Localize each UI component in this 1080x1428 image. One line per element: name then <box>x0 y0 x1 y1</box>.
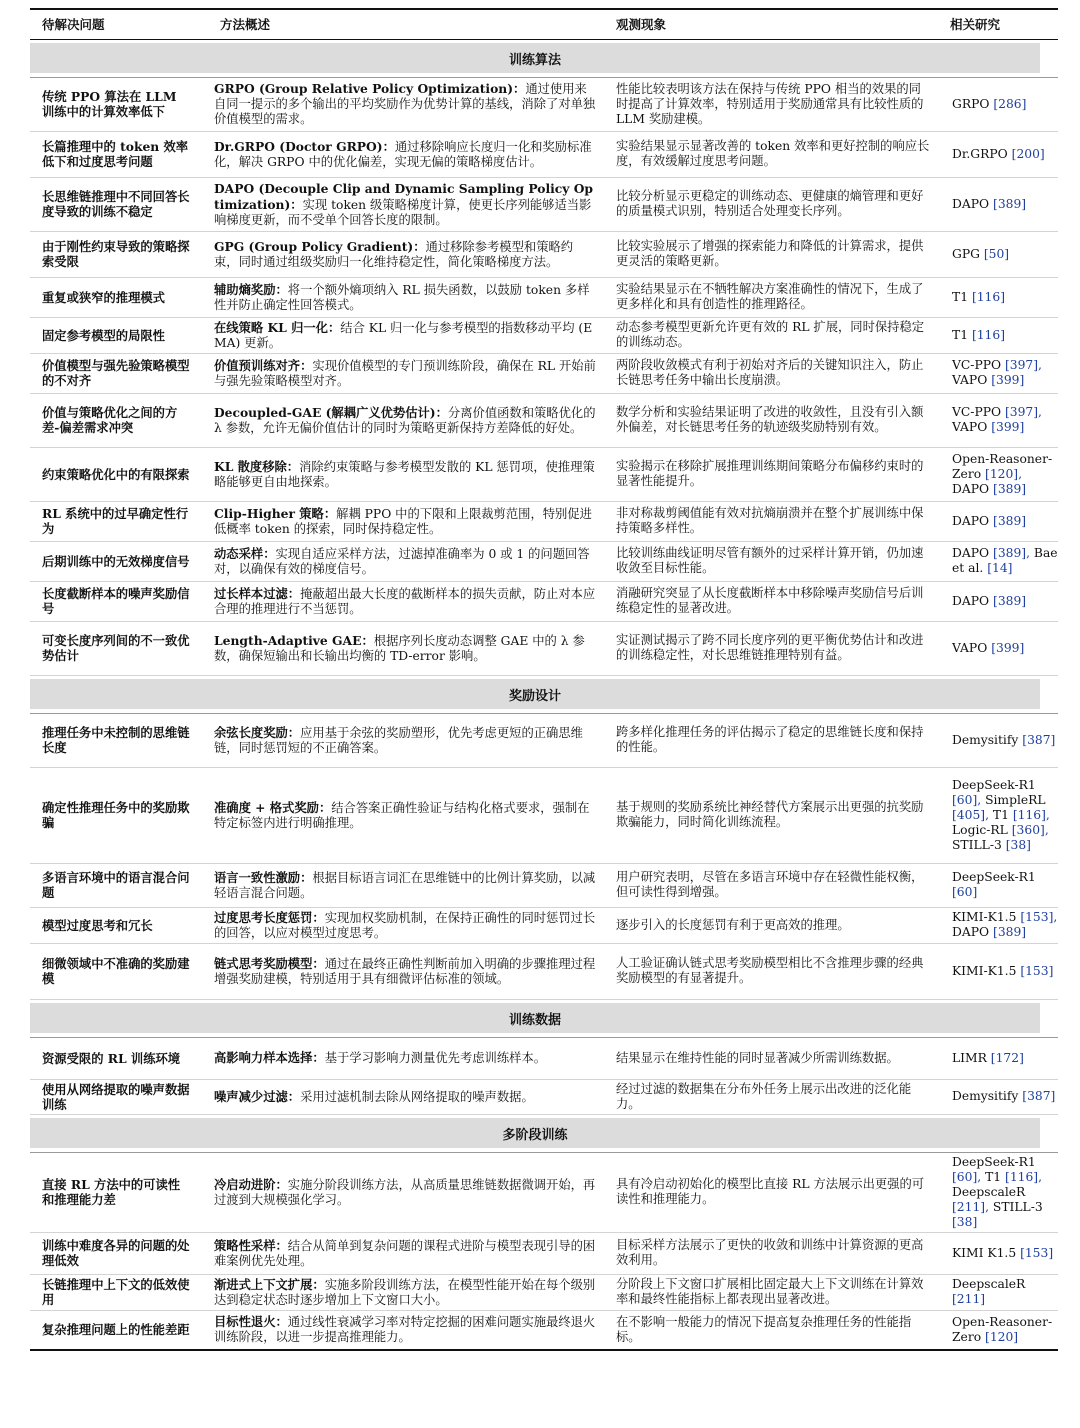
method-cell <box>208 317 610 353</box>
problem-cell: 重复或狭窄的推理模式 <box>30 277 208 317</box>
method-description: 通过移除响应长度归一化和奖励标准化，解决 GRPO 中的优化偏差，实现无偏的策略梯度估计。 <box>214 139 592 169</box>
references-cell <box>944 1310 1058 1350</box>
problem-cell: 长度截断样本的噪声奖励信号 <box>30 581 208 621</box>
method-description: 根据目标语言词汇在思维链中的比例计算奖励，以减轻语言混合问题。 <box>214 870 596 900</box>
problem-cell: 复杂推理问题上的性能差距 <box>30 1310 208 1350</box>
method-cell <box>208 1037 610 1079</box>
problem-cell: 约束策略优化中的有限探索 <box>30 447 208 501</box>
reference-name: DAPO <box>952 925 994 939</box>
table-row <box>30 447 1058 501</box>
method-description: 结合答案正确性验证与结构化格式要求，强制在特定标签内进行明确推理。 <box>214 800 590 830</box>
section-title: 训练数据 <box>30 1003 1040 1033</box>
method-name: 高影响力样本选择： <box>214 1050 325 1065</box>
method-description: 解耦 PPO 中的下限和上限裁剪范围，特别促进低概率 token 的探索，同时保持稳定性。 <box>214 506 592 536</box>
table-row <box>30 621 1058 675</box>
table-row <box>30 231 1058 277</box>
problem-cell: 价值与策略优化之间的方差-偏差需求冲突 <box>30 393 208 447</box>
observation-cell: 非对称裁剪阈值能有效对抗熵崩溃并在整个扩展训练中保持策略多样性。 <box>610 501 944 541</box>
citation-link[interactable]: [387] <box>1022 732 1056 747</box>
method-description: 实施多阶段训练方法，在模型性能开始在每个级别达到稳定状态时逐步增加上下文窗口大小。 <box>214 1277 596 1307</box>
method-name: 价值预训练对齐： <box>214 357 313 373</box>
method-cell <box>208 177 610 231</box>
header-problem: 待解决问题 <box>30 9 208 39</box>
method-name: GPG (Group Policy Gradient)： <box>214 238 426 254</box>
citation-link[interactable]: [153] <box>1020 1245 1054 1260</box>
section-cell <box>30 39 1058 77</box>
problem-cell: 细微领域中不准确的奖励建模 <box>30 943 208 999</box>
citation-link[interactable]: [200] <box>1011 146 1045 161</box>
citation-link[interactable]: [153] <box>1020 963 1054 978</box>
header-method: 方法概述 <box>208 9 610 39</box>
citation-link[interactable]: [286] <box>993 96 1027 111</box>
method-name: 目标性退火： <box>214 1314 288 1330</box>
references-cell <box>944 393 1058 447</box>
method-cell <box>208 1274 610 1310</box>
reference-name: T1 <box>952 327 972 342</box>
reference-name: Bae et al. <box>952 546 1058 575</box>
table-row <box>30 1310 1058 1350</box>
method-name: DAPO (Decouple Clip and Dynamic Sampling Policy Optimization)： <box>214 180 594 212</box>
method-cell <box>208 621 610 675</box>
citation-link[interactable]: [116], <box>1012 807 1050 822</box>
problem-cell: RL 系统中的过早确定性行为 <box>30 501 208 541</box>
reference-name: Open-Reasoner-Zero <box>952 451 1053 481</box>
references-cell <box>944 1152 1058 1232</box>
reference-name: DeepSeek-R1 <box>952 777 1036 792</box>
references-cell <box>944 713 1058 767</box>
citation-link[interactable]: [153], <box>1020 910 1058 924</box>
table-row <box>30 541 1058 581</box>
table-header <box>30 9 1058 39</box>
observation-cell: 动态参考模型更新允许更有效的 RL 扩展，同时保持稳定的训练动态。 <box>610 317 944 353</box>
reference-name: Logic-RL <box>952 822 1012 837</box>
citation-link[interactable]: [399] <box>991 640 1025 655</box>
observation-cell: 比较训练曲线证明尽管有额外的过采样计算开销，仍加速收敛至目标性能。 <box>610 541 944 581</box>
section-title: 奖励设计 <box>30 679 1040 709</box>
method-description: 采用过滤机制去除从网络提取的噪声数据。 <box>300 1089 534 1104</box>
table-row <box>30 131 1058 177</box>
problem-cell: 推理任务中未控制的思维链长度 <box>30 713 208 767</box>
method-name: 过长样本过滤： <box>214 585 301 601</box>
method-description: 通过移除参考模型和策略约束，同时通过组级奖励归一化维持稳定性，简化策略梯度方法。 <box>214 239 574 269</box>
section-cell <box>30 675 1058 713</box>
method-cell <box>208 767 610 863</box>
comparison-table-page <box>30 8 1058 1351</box>
table-row <box>30 1232 1058 1274</box>
observation-cell: 消融研究突显了从长度截断样本中移除噪声奖励信号后训练稳定性的显著改进。 <box>610 581 944 621</box>
method-name: 噪声减少过滤： <box>214 1088 301 1104</box>
method-cell <box>208 447 610 501</box>
observation-cell: 实验结果显示在不牺牲解决方案准确性的情况下，生成了更多样化和具有创造性的推理路径。 <box>610 277 944 317</box>
reference-name: Open-Reasoner-Zero <box>952 1314 1053 1344</box>
method-cell <box>208 131 610 177</box>
observation-cell: 实验揭示在移除扩展推理训练期间策略分布偏移约束时的显著性能提升。 <box>610 447 944 501</box>
method-cell <box>208 713 610 767</box>
table-row <box>30 943 1058 999</box>
citation-link[interactable]: [50] <box>983 246 1010 261</box>
method-name: 在线策略 KL 归一化： <box>214 319 341 335</box>
observation-cell: 性能比较表明该方法在保持与传统 PPO 相当的效果的同时提高了计算效率，特别适用于奖励通常具有比较性质的 LLM 奖励建模。 <box>610 77 944 131</box>
method-name: 渐进式上下文扩展： <box>214 1276 325 1292</box>
reference-name: Demysitify <box>952 732 1023 747</box>
section-title: 多阶段训练 <box>30 1118 1040 1148</box>
problem-cell: 模型过度思考和冗长 <box>30 907 208 943</box>
reference-name: VC-PPO <box>952 405 1005 419</box>
section-row <box>30 1114 1058 1152</box>
citation-link[interactable]: [389] <box>993 513 1027 528</box>
method-name: 余弦长度奖励： <box>214 724 301 740</box>
table-row <box>30 767 1058 863</box>
method-name: 链式思考奖励模型： <box>214 955 325 971</box>
problem-cell: 由于刚性约束导致的策略探索受限 <box>30 231 208 277</box>
citation-link[interactable]: [120] <box>985 1329 1019 1344</box>
references-cell <box>944 231 1058 277</box>
observation-cell: 分阶段上下文窗口扩展相比固定最大上下文训练在计算效率和最终性能指标上都表现出显著改进。 <box>610 1274 944 1310</box>
method-cell <box>208 231 610 277</box>
observation-cell: 实证测试揭示了跨不同长度序列的更平衡优势估计和改进的训练稳定性，对长思维链推理特别有益。 <box>610 621 944 675</box>
problem-cell: 传统 PPO 算法在 LLM 训练中的计算效率低下 <box>30 77 208 131</box>
references-cell <box>944 1274 1058 1310</box>
header-observation: 观测现象 <box>610 9 944 39</box>
references-cell <box>944 353 1058 393</box>
section-row <box>30 675 1058 713</box>
method-name: 过度思考长度惩罚： <box>214 909 325 925</box>
problem-cell: 直接 RL 方法中的可读性和推理能力差 <box>30 1152 208 1232</box>
reference-name: VC-PPO <box>952 358 1005 372</box>
table-row <box>30 1274 1058 1310</box>
citation-link[interactable]: [60], <box>952 792 982 807</box>
method-description: 基于学习影响力测量优先考虑训练样本。 <box>324 1051 547 1065</box>
reference-name: STILL-3 <box>952 837 1006 852</box>
method-cell <box>208 1232 610 1274</box>
table-row <box>30 501 1058 541</box>
observation-cell: 结果显示在维持性能的同时显著减少所需训练数据。 <box>610 1037 944 1079</box>
reference-name: T1 <box>992 807 1013 822</box>
citation-link[interactable]: [60], <box>952 1169 982 1184</box>
method-description: 实施分阶段训练方法，从高质量思维链数据微调开始，再过渡到大规模强化学习。 <box>214 1177 596 1207</box>
references-cell <box>944 77 1058 131</box>
table-row <box>30 277 1058 317</box>
method-cell <box>208 277 610 317</box>
method-name: 辅助熵奖励： <box>214 281 288 297</box>
citation-link[interactable]: [360], <box>1011 822 1049 837</box>
references-cell <box>944 1232 1058 1274</box>
table-row <box>30 713 1058 767</box>
method-description: 掩蔽超出最大长度的截断样本的损失贡献，防止对本应合理的推理进行不当惩罚。 <box>214 586 596 616</box>
method-name: Decoupled-GAE (解耦广义优势估计)： <box>214 404 448 420</box>
reference-name: KIMI K1.5 <box>952 1245 1021 1260</box>
reference-name: DeepSeek-R1 <box>952 1154 1036 1169</box>
references-cell <box>944 907 1058 943</box>
references-cell <box>944 863 1058 907</box>
citation-link[interactable]: [38] <box>1005 837 1031 852</box>
reference-name: DAPO <box>952 546 994 560</box>
method-description: 实现加权奖励机制，在保持正确性的同时惩罚过长的回答，以应对模型过度思考。 <box>214 910 596 940</box>
method-cell <box>208 1152 610 1232</box>
references-cell <box>944 447 1058 501</box>
table-body <box>30 39 1058 1350</box>
method-cell <box>208 77 610 131</box>
method-name: 策略性采样： <box>214 1237 288 1253</box>
observation-cell: 实验结果显示显著改善的 token 效率和更好控制的响应长度，有效缓解过度思考问题。 <box>610 131 944 177</box>
problem-cell: 确定性推理任务中的奖励欺骗 <box>30 767 208 863</box>
table-row <box>30 177 1058 231</box>
reference-name: VAPO <box>952 420 992 434</box>
citation-link[interactable]: [399] <box>991 420 1025 434</box>
references-cell <box>944 277 1058 317</box>
observation-cell: 比较分析显示更稳定的训练动态、更健康的熵管理和更好的质量模式识别，特别适合处理变长序列。 <box>610 177 944 231</box>
problem-cell: 使用从网络提取的噪声数据训练 <box>30 1079 208 1114</box>
method-description: 结合从简单到复杂问题的课程式进阶与模型表现引导的困难案例优先处理。 <box>214 1238 596 1268</box>
section-cell <box>30 1114 1058 1152</box>
citation-link[interactable]: [211] <box>952 1292 986 1306</box>
citation-link[interactable]: [389] <box>993 196 1027 211</box>
reference-name: T1 <box>985 1169 1006 1184</box>
table-row <box>30 1152 1058 1232</box>
observation-cell: 具有冷启动初始化的模型比直接 RL 方法展示出更强的可读性和推理能力。 <box>610 1152 944 1232</box>
method-cell <box>208 1079 610 1114</box>
method-name: GRPO (Group Relative Policy Optimization)： <box>214 81 526 96</box>
method-description: 实现自适应采样方法，过滤掉准确率为 0 或 1 的问题回答对，以确保有效的梯度信号。 <box>214 546 590 576</box>
reference-name: Demysitify <box>952 1089 1023 1103</box>
table-row <box>30 863 1058 907</box>
method-cell <box>208 863 610 907</box>
observation-cell: 两阶段收敛模式有利于初始对齐后的关键知识注入，防止长链思考任务中输出长度崩溃。 <box>610 353 944 393</box>
citation-link[interactable]: [389], <box>993 546 1030 560</box>
observation-cell: 用户研究表明，尽管在多语言环境中存在轻微性能权衡，但可读性得到增强。 <box>610 863 944 907</box>
table-row <box>30 581 1058 621</box>
method-name: 动态采样： <box>214 545 276 561</box>
observation-cell: 人工验证确认链式思考奖励模型相比不含推理步骤的经典奖励模型的有显著提升。 <box>610 943 944 999</box>
observation-cell: 比较实验展示了增强的探索能力和降低的计算需求，提供更灵活的策略更新。 <box>610 231 944 277</box>
method-name: 准确度 + 格式奖励： <box>214 799 332 815</box>
citation-link[interactable]: [14] <box>987 561 1013 575</box>
section-cell <box>30 999 1058 1037</box>
problem-cell: 多语言环境中的语言混合问题 <box>30 863 208 907</box>
citation-link[interactable]: [116], <box>1005 1169 1042 1184</box>
method-description: 结合 KL 归一化与参考模型的指数移动平均 (EMA) 更新。 <box>214 320 593 350</box>
method-description: 通过使用来自同一提示的多个输出的平均奖励作为优势计算的基线，消除了对单独价值模型的需求。 <box>214 82 596 126</box>
reference-name: DeepscaleR <box>952 1184 1026 1199</box>
citation-link[interactable]: [120], <box>985 466 1022 481</box>
observation-cell: 经过过滤的数据集在分布外任务上展示出改进的泛化能力。 <box>610 1079 944 1114</box>
observation-cell: 逐步引入的长度惩罚有利于更高效的推理。 <box>610 907 944 943</box>
references-cell <box>944 621 1058 675</box>
method-cell <box>208 393 610 447</box>
citation-link[interactable]: [405], <box>952 807 989 822</box>
reference-name: GPG <box>952 246 984 261</box>
citation-link[interactable]: [389] <box>993 593 1027 608</box>
method-cell <box>208 501 610 541</box>
reference-name: VAPO <box>952 373 992 387</box>
method-name: 语言一致性激励： <box>214 869 313 885</box>
references-cell <box>944 317 1058 353</box>
method-cell <box>208 353 610 393</box>
citation-link[interactable]: [211], <box>952 1199 989 1214</box>
method-description: 实现价值模型的专门预训练阶段，确保在 RL 开始前与强先验策略模型对齐。 <box>214 358 596 388</box>
method-cell <box>208 943 610 999</box>
observation-cell: 目标采样方法展示了更快的收敛和训练中计算资源的更高效利用。 <box>610 1232 944 1274</box>
citation-link[interactable]: [387] <box>1022 1089 1056 1103</box>
reference-name: SimpleRL <box>985 792 1046 807</box>
references-cell <box>944 501 1058 541</box>
citation-link[interactable]: [60] <box>952 885 978 899</box>
table-row <box>30 1079 1058 1114</box>
references-cell <box>944 943 1058 999</box>
table-row <box>30 907 1058 943</box>
reference-name: DeepSeek-R1 <box>952 870 1036 884</box>
references-cell <box>944 177 1058 231</box>
reference-name: DAPO <box>952 593 994 608</box>
method-description: 通过线性衰减学习率对特定挖掘的困难问题实施最终退火训练阶段，以进一步提高推理能力。 <box>214 1315 596 1345</box>
problem-cell: 长链推理中上下文的低效使用 <box>30 1274 208 1310</box>
method-description: 消除约束策略与参考模型发散的 KL 惩罚项，使推理策略能够更自由地探索。 <box>214 459 595 489</box>
observation-cell: 数学分析和实验结果证明了改进的收敛性，且没有引入额外偏差，对长链思考任务的轨迹级奖励特别有效。 <box>610 393 944 447</box>
method-cell <box>208 1310 610 1350</box>
reference-name: VAPO <box>952 640 992 655</box>
citation-link[interactable]: [116] <box>971 289 1006 304</box>
citation-link[interactable]: [397], <box>1004 358 1042 372</box>
method-description: 通过在最终正确性判断前加入明确的步骤推理过程增强奖励建模，特别适用于具有细微评估标准的领域。 <box>214 956 596 986</box>
method-cell <box>208 581 610 621</box>
reference-name: Dr.GRPO <box>952 146 1012 161</box>
reference-name: KIMI-K1.5 <box>952 963 1021 978</box>
citation-link[interactable]: [172] <box>990 1050 1024 1065</box>
method-name: 冷启动进阶： <box>214 1176 288 1192</box>
references-cell <box>944 541 1058 581</box>
problem-cell: 长篇推理中的 token 效率低下和过度思考问题 <box>30 131 208 177</box>
section-title: 训练算法 <box>30 43 1040 73</box>
references-cell <box>944 131 1058 177</box>
reference-name: LIMR <box>952 1050 991 1065</box>
reference-name: T1 <box>952 289 972 304</box>
method-description: 分离价值函数和策略优化的 λ 参数，允许无偏价值估计的同时为策略更新保持方差降低的好处。 <box>214 405 596 435</box>
section-row <box>30 999 1058 1037</box>
method-description: 实现 token 级策略梯度计算，使更长序列能够适当影响梯度更新，而不受单个回答长度的限制。 <box>214 197 592 227</box>
method-name: KL 散度移除： <box>214 458 300 474</box>
citation-link[interactable]: [116] <box>971 327 1006 342</box>
method-cell <box>208 907 610 943</box>
problem-cell: 长思维链推理中不同回答长度导致的训练不稳定 <box>30 177 208 231</box>
problem-cell: 后期训练中的无效梯度信号 <box>30 541 208 581</box>
section-row <box>30 39 1058 77</box>
observation-cell: 基于规则的奖励系统比神经替代方案展示出更强的抗奖励欺骗能力，同时简化训练流程。 <box>610 767 944 863</box>
references-cell <box>944 1079 1058 1114</box>
references-cell <box>944 767 1058 863</box>
reference-name: DAPO <box>952 513 994 528</box>
reference-name: GRPO <box>952 96 994 111</box>
observation-cell: 在不影响一般能力的情况下提高复杂推理任务的性能指标。 <box>610 1310 944 1350</box>
problem-cell: 训练中难度各异的问题的处理低效 <box>30 1232 208 1274</box>
reference-name: DeepscaleR <box>952 1277 1026 1291</box>
references-cell <box>944 581 1058 621</box>
method-name: Length-Adaptive GAE： <box>214 632 374 648</box>
method-name: Dr.GRPO (Doctor GRPO)： <box>214 138 395 154</box>
problem-cell: 可变长度序列间的不一致优势估计 <box>30 621 208 675</box>
references-cell <box>944 1037 1058 1079</box>
reference-name: DAPO <box>952 196 994 211</box>
citation-link[interactable]: [38] <box>952 1214 978 1229</box>
table-row <box>30 1037 1058 1079</box>
method-cell <box>208 541 610 581</box>
reference-name: DAPO <box>952 481 994 496</box>
table-row <box>30 353 1058 393</box>
method-description: 根据序列长度动态调整 GAE 中的 λ 参数，确保短输出和长输出均衡的 TD-error 影响。 <box>214 633 585 663</box>
citation-link[interactable]: [399] <box>991 373 1025 387</box>
table-row <box>30 393 1058 447</box>
reference-name: KIMI-K1.5 <box>952 910 1021 924</box>
reference-name: STILL-3 <box>992 1199 1043 1214</box>
table-row <box>30 317 1058 353</box>
observation-cell: 跨多样化推理任务的评估揭示了稳定的思维链长度和保持的性能。 <box>610 713 944 767</box>
method-description: 将一个额外熵项纳入 RL 损失函数，以鼓励 token 多样性并防止确定性回答模式。 <box>214 282 590 312</box>
citation-link[interactable]: [389] <box>993 481 1027 496</box>
problem-cell: 资源受限的 RL 训练环境 <box>30 1037 208 1079</box>
rl-methods-table <box>30 8 1058 1351</box>
problem-cell: 固定参考模型的局限性 <box>30 317 208 353</box>
method-name: Clip-Higher 策略： <box>214 505 337 521</box>
table-row <box>30 77 1058 131</box>
method-description: 应用基于余弦的奖励塑形，优先考虑更短的正确思维链，同时惩罚短的不正确答案。 <box>214 725 583 755</box>
header-references: 相关研究 <box>944 9 1058 39</box>
citation-link[interactable]: [389] <box>993 925 1027 939</box>
problem-cell: 价值模型与强先验策略模型的不对齐 <box>30 353 208 393</box>
citation-link[interactable]: [397], <box>1004 405 1042 419</box>
